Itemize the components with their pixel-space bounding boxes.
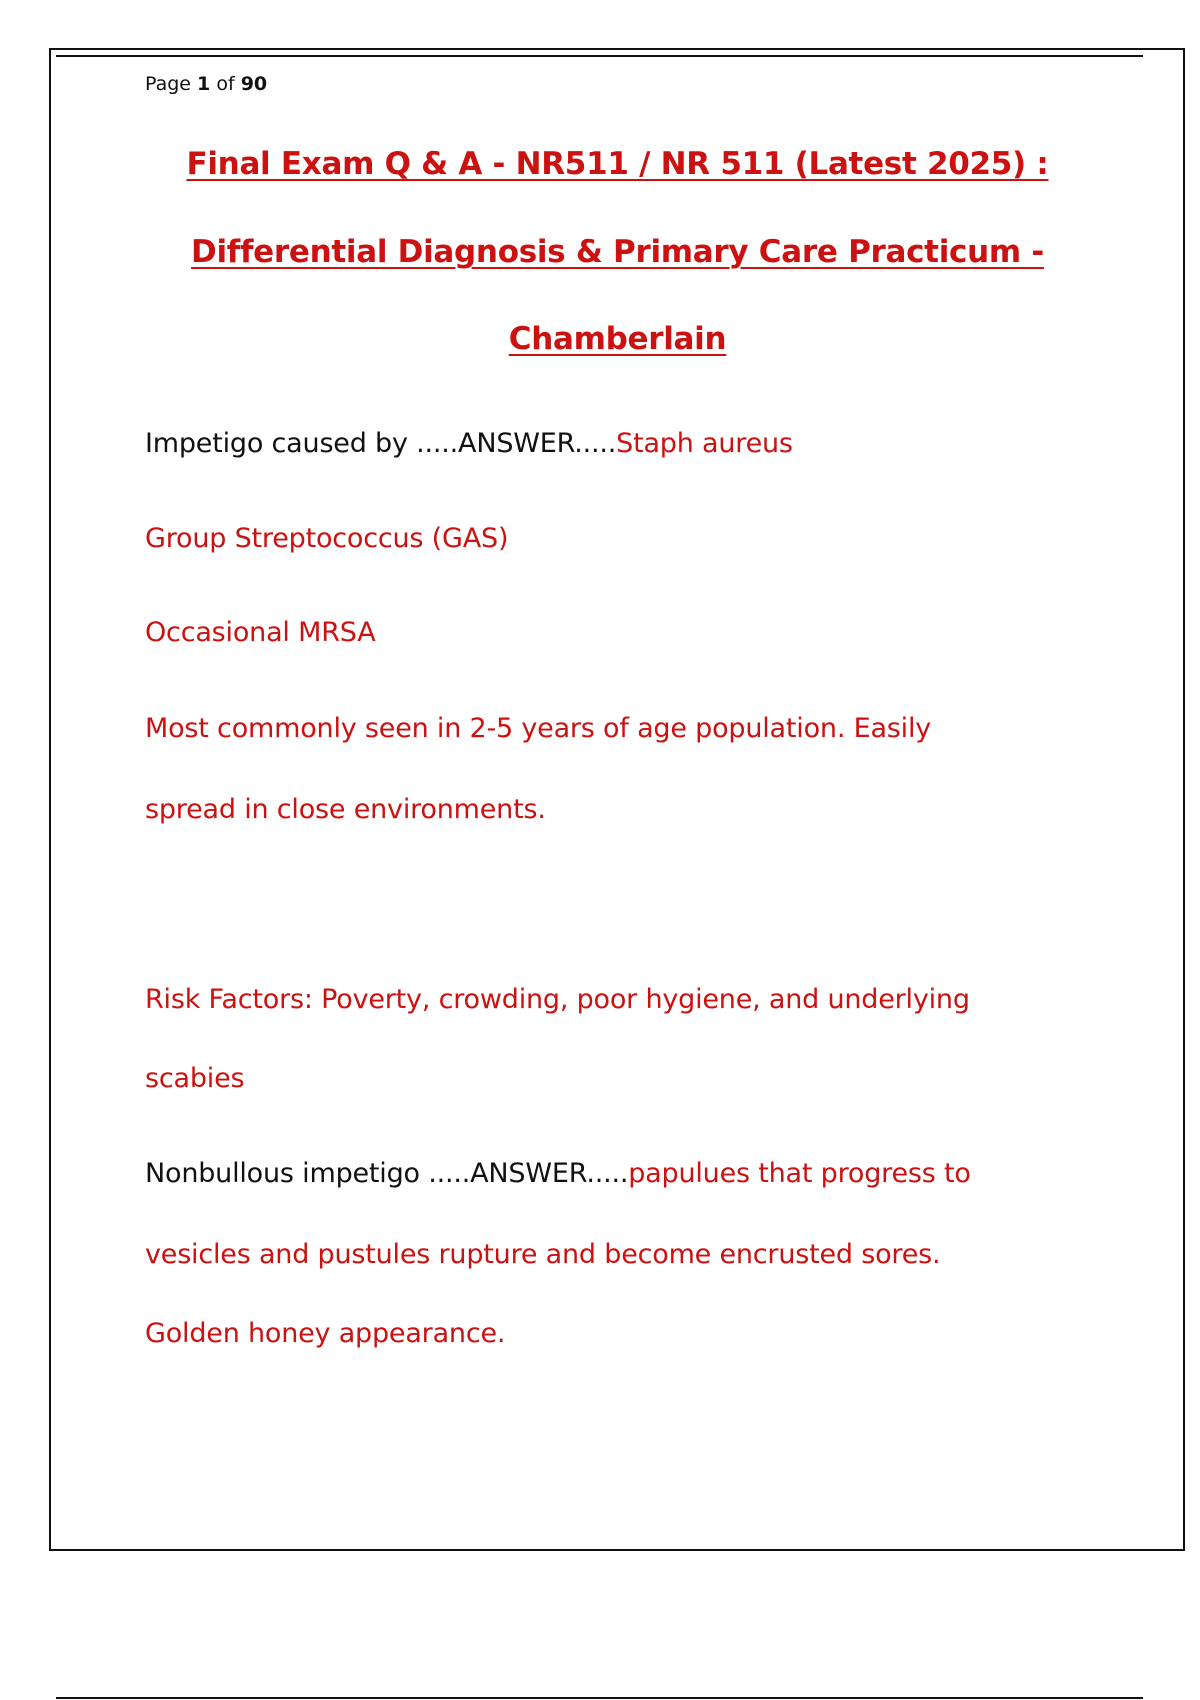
page-prefix: Page (145, 73, 191, 95)
page-number: 1 (197, 73, 211, 95)
page-total: 90 (240, 73, 268, 95)
document-title-line-3: Chamberlain (508, 321, 727, 357)
question-text: Impetigo caused by .....ANSWER..... (145, 428, 617, 459)
qa-item-nonbullous-impetigo (145, 1158, 971, 1189)
document-title-line-1: Final Exam Q & A - NR511 / NR 511 (Latest 2025) : (186, 146, 1049, 182)
header-rule (56, 55, 1143, 57)
answer-text: Staph aureus (616, 428, 793, 459)
page-of: of (216, 73, 235, 95)
answer-line: Group Streptococcus (GAS) (145, 523, 509, 554)
qa-item-impetigo (145, 428, 793, 459)
document-title-line-2: Differential Diagnosis & Primary Care Practicum - (191, 234, 1044, 270)
answer-line: spread in close environments. (145, 794, 546, 825)
answer-line: Risk Factors: Poverty, crowding, poor hygiene, and underlying (145, 984, 970, 1015)
page-counter (145, 73, 267, 95)
answer-line: scabies (145, 1063, 245, 1094)
answer-line: vesicles and pustules rupture and become encrusted sores. (145, 1239, 941, 1270)
footer-rule (56, 1697, 1143, 1699)
answer-line: Occasional MRSA (145, 617, 376, 648)
answer-line: Most commonly seen in 2-5 years of age population. Easily (145, 713, 932, 744)
answer-text: papulues that progress to (628, 1158, 971, 1189)
answer-line: Golden honey appearance. (145, 1318, 506, 1349)
question-text: Nonbullous impetigo .....ANSWER..... (145, 1158, 629, 1189)
